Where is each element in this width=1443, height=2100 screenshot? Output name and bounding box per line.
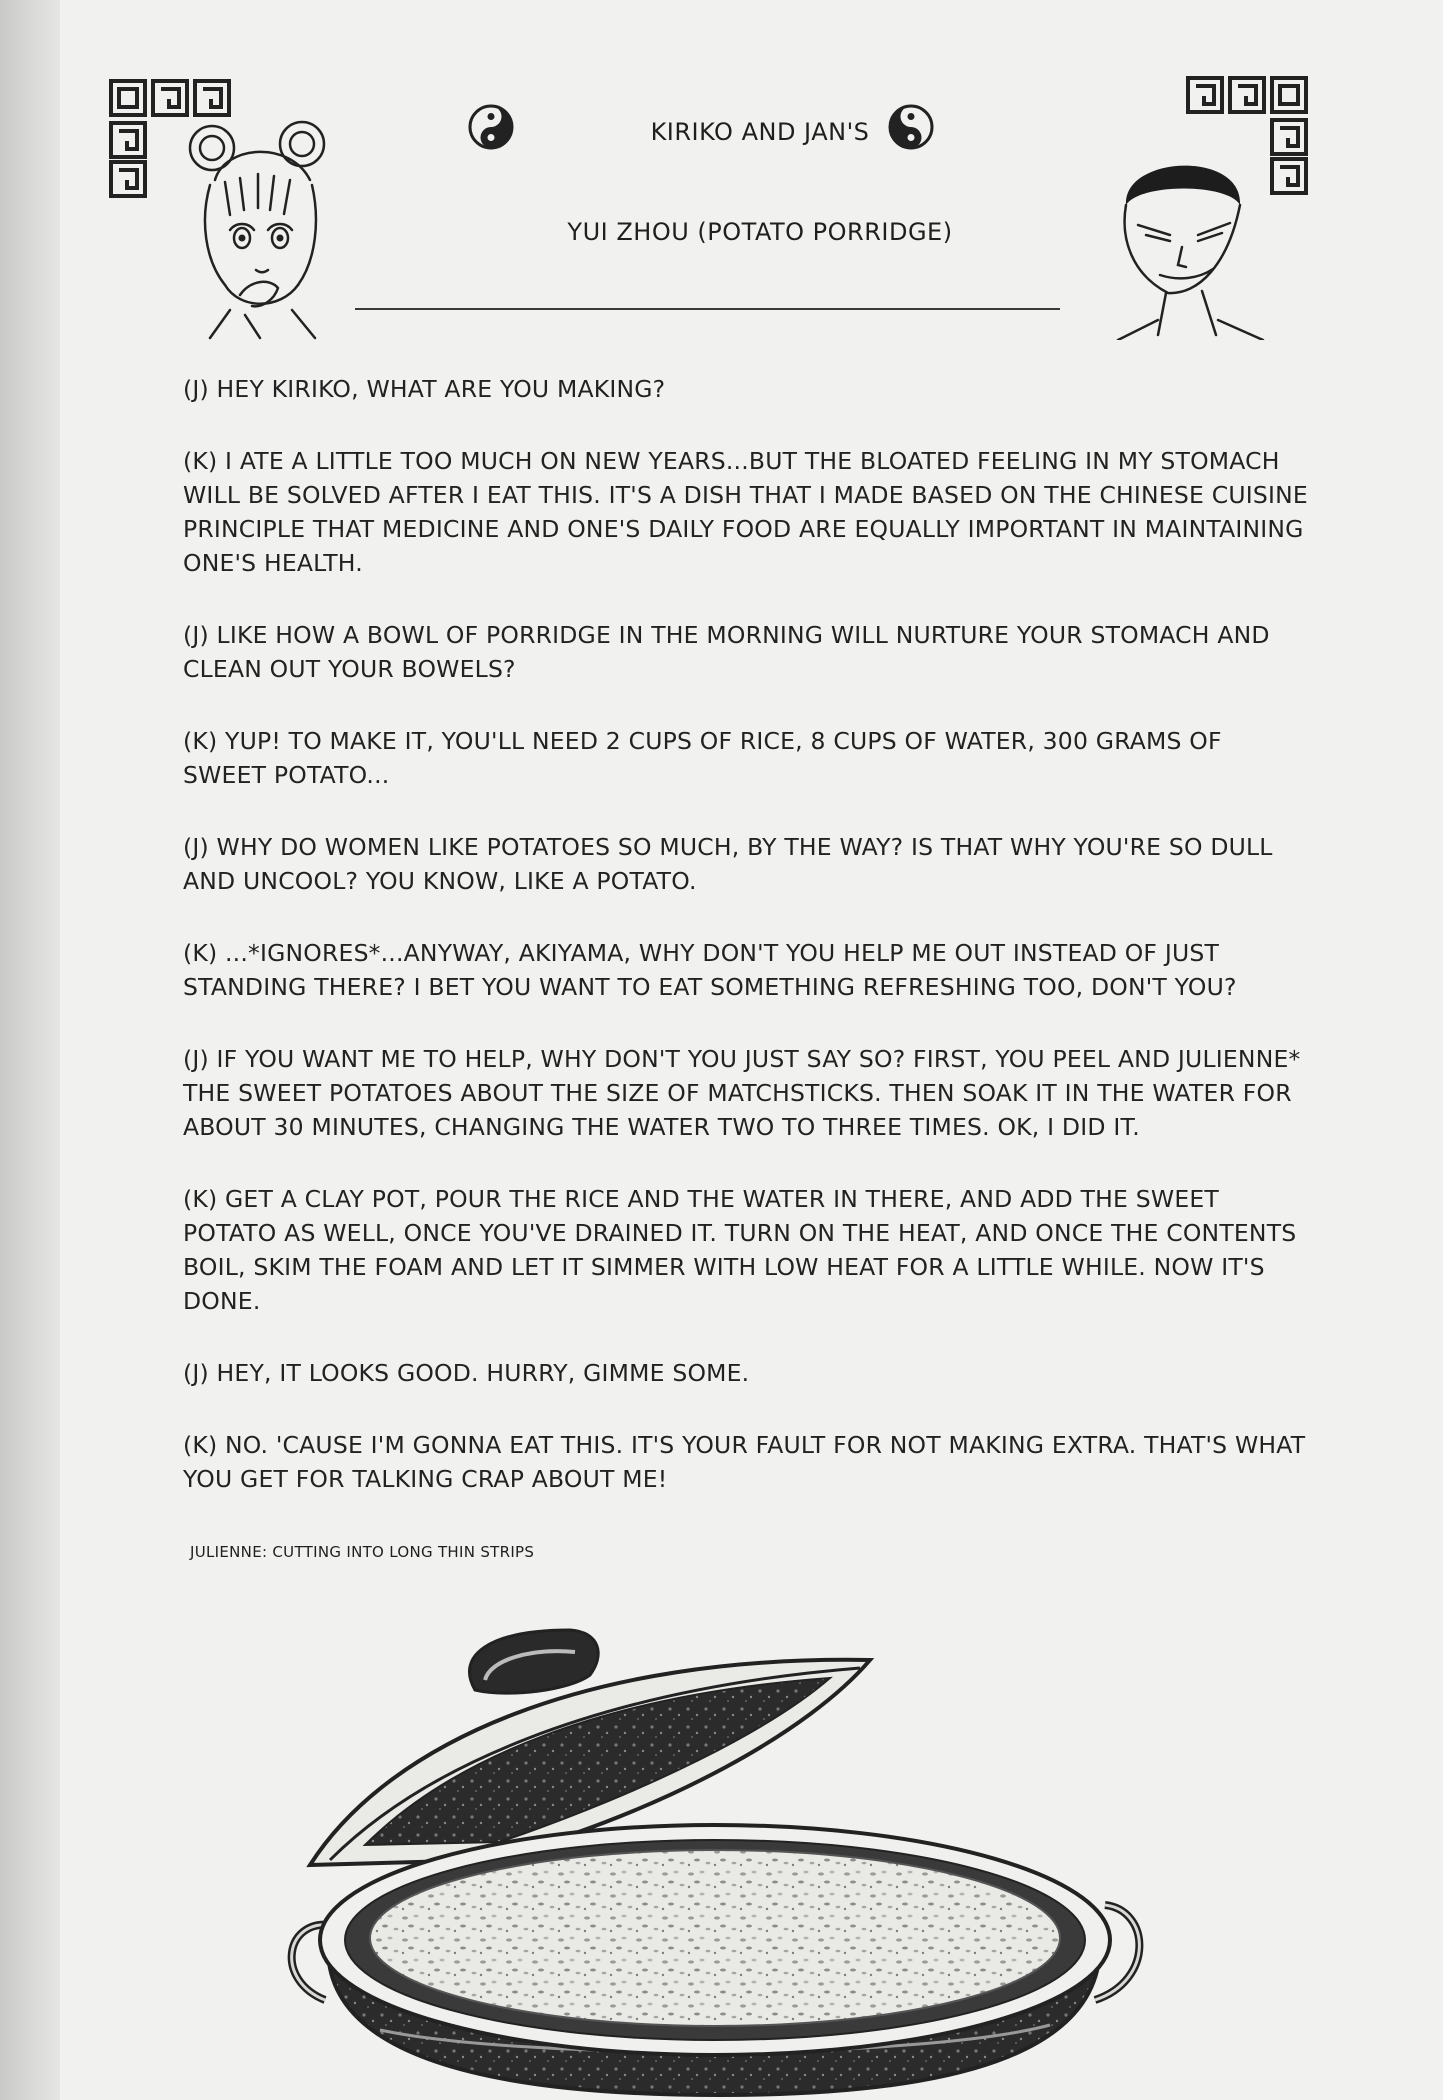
dialogue-line: (J) IF YOU WANT ME TO HELP, WHY DON'T YOU JUST SAY SO? FIRST, YOU PEEL AND JULIENNE* THE SWEET POTATOES ABOUT THE SIZE OF MATCHSTICKS. THEN SOAK IT IN THE WATER FOR ABOUT 30 MINUTES, CHANGING THE WATER TWO TO THREE TIMES. OK, I DID IT. bbox=[183, 1045, 1301, 1141]
clay-pot-illustration bbox=[270, 1560, 1150, 2100]
jan-portrait bbox=[1098, 135, 1268, 340]
yin-yang-icon-left bbox=[468, 104, 514, 150]
page-title-line2: YUI ZHOU (POTATO PORRIDGE) bbox=[567, 218, 953, 246]
page-title-line1: KIRIKO AND JAN'S bbox=[650, 118, 870, 146]
dialogue-block bbox=[183, 372, 1308, 1534]
footnote: JULIENNE: CUTTING INTO LONG THIN STRIPS bbox=[190, 1543, 535, 1561]
kiriko-portrait bbox=[170, 110, 350, 340]
dialogue-line: (J) WHY DO WOMEN LIKE POTATOES SO MUCH, BY THE WAY? IS THAT WHY YOU'RE SO DULL AND UNCOOL? YOU KNOW, LIKE A POTATO. bbox=[183, 833, 1273, 895]
dialogue-line: (K) I ATE A LITTLE TOO MUCH ON NEW YEARS...BUT THE BLOATED FEELING IN MY STOMACH WILL BE SOLVED AFTER I EAT THIS. IT'S A DISH THAT I MADE BASED ON THE CHINESE CUISINE PRINCIPLE THAT MEDICINE AND ONE'S DAILY FOOD ARE EQUALLY IMPORTANT IN MAINTAINING ONE'S HEALTH. bbox=[183, 447, 1308, 577]
dialogue-line: (K) GET A CLAY POT, POUR THE RICE AND THE WATER IN THERE, AND ADD THE SWEET POTATO AS WELL, ONCE YOU'VE DRAINED IT. TURN ON THE HEAT, AND ONCE THE CONTENTS BOIL, SKIM THE FOAM AND LET IT SIMMER WITH LOW HEAT FOR A LITTLE WHILE. NOW IT'S DONE. bbox=[183, 1185, 1297, 1315]
dialogue-line: (K) ...*IGNORES*...ANYWAY, AKIYAMA, WHY DON'T YOU HELP ME OUT INSTEAD OF JUST STANDING THERE? I BET YOU WANT TO EAT SOMETHING REFRESHING TOO, DON'T YOU? bbox=[183, 939, 1237, 1001]
header-rule bbox=[355, 308, 1060, 310]
dialogue-line: (K) YUP! TO MAKE IT, YOU'LL NEED 2 CUPS OF RICE, 8 CUPS OF WATER, 300 GRAMS OF SWEET POTATO... bbox=[183, 727, 1222, 789]
dialogue-line: (K) NO. 'CAUSE I'M GONNA EAT THIS. IT'S YOUR FAULT FOR NOT MAKING EXTRA. THAT'S WHAT YOU GET FOR TALKING CRAP ABOUT ME! bbox=[183, 1431, 1306, 1493]
dialogue-line: (J) HEY, IT LOOKS GOOD. HURRY, GIMME SOME. bbox=[183, 1359, 750, 1387]
dialogue-line: (J) HEY KIRIKO, WHAT ARE YOU MAKING? bbox=[183, 375, 666, 403]
dialogue-line: (J) LIKE HOW A BOWL OF PORRIDGE IN THE MORNING WILL NURTURE YOUR STOMACH AND CLEAN OUT YOUR BOWELS? bbox=[183, 621, 1270, 683]
page-binding-edge bbox=[0, 0, 60, 2100]
